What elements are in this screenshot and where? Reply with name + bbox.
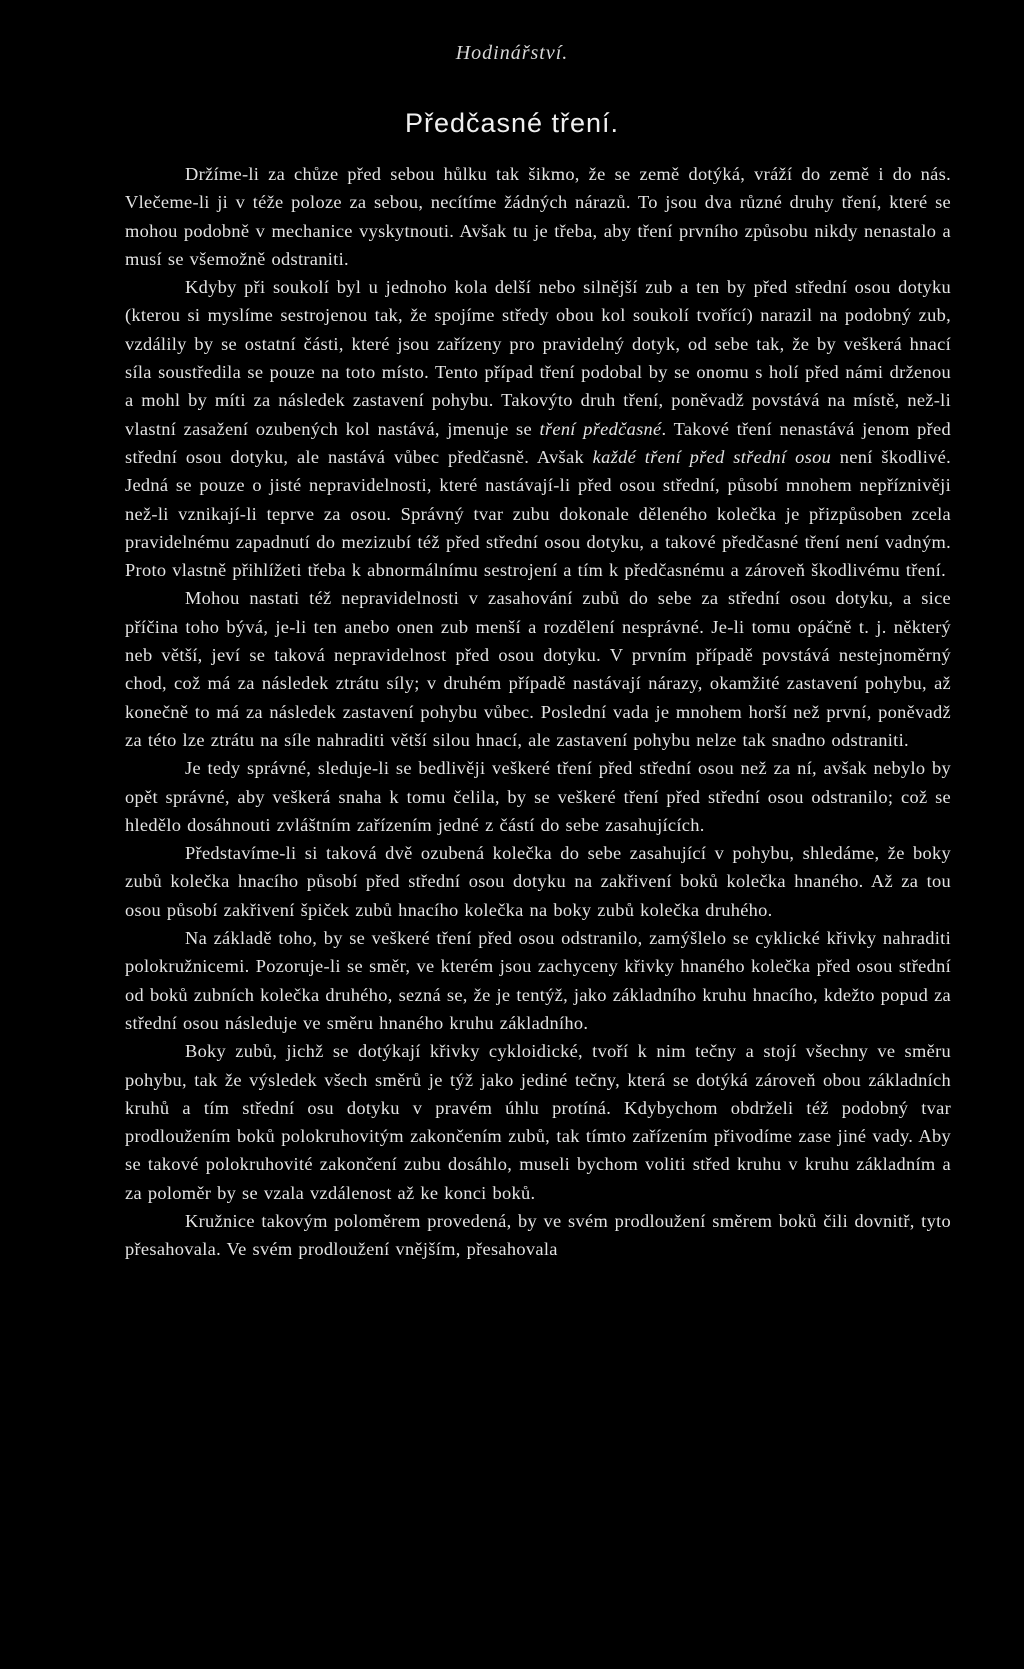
paragraph bbox=[125, 160, 951, 273]
text-run: Je tedy správné, sleduje-li se bedlivěji veškeré tření před střední osou než za ní, avšak nebylo by opět správné, aby veškerá snaha k tomu čelila, by se veškeré tření před střední osou odstranilo; což se hledělo dosáhnouti zvláštním zařízením jedné z částí do sebe zasahujících. bbox=[125, 758, 951, 835]
paragraph bbox=[125, 1207, 951, 1264]
paragraph bbox=[125, 924, 951, 1037]
text-run: Boky zubů, jichž se dotýkají křivky cykloidické, tvoří k nim tečny a stojí všechny ve směru pohybu, tak že výsledek všech směrů je týž jako jediné tečny, která se dotýká zároveň obou základních kruhů a tím střední osu dotyku v pravém úhlu protíná. Kdybychom obdrželi též podobný tvar prodloužením boků polokruhovitým zakončením zubů, tak tímto zařízením přivodíme zase jiné vady. Aby se takové polokruhovité zakončení zubu dosáhlo, museli bychom voliti střed kruhu v kruhu základním a za poloměr by se vzala vzdálenost až ke konci boků. bbox=[125, 1041, 951, 1203]
body-text bbox=[125, 160, 951, 1264]
paragraph bbox=[125, 754, 951, 839]
running-head: Hodinářství. bbox=[455, 42, 569, 64]
text-run: Mohou nastati též nepravidelnosti v zasahování zubů do sebe za střední osou dotyku, a sice příčina toho bývá, je-li ten anebo onen zub menší a rozdělení nesprávné. Je-li tomu opáčně t. j. některý neb větší, jeví se taková nepravidelnost před osou dotyku. V prvním případě povstává nestejnoměrný chod, což má za následek ztrátu síly; v druhém případě nastávají nárazy, okamžité zastavení pohybu, až konečně to má za následek zastavení pohybu vůbec. Poslední vada je mnohem horší než první, poněvadž za této lze ztrátu na síle nahraditi větší silou hnací, ale zastavení pohybu nelze tak snadno odstraniti. bbox=[125, 588, 951, 750]
text-run: není škodlivé. Jedná se pouze o jisté nepravidelnosti, které nastávají-li před osou střední, působí mnohem nepříznivěji než-li vznikají-li teprve za osou. Správný tvar zubu dokonale děleného kolečka je přizpůsoben zcela pravidelnému zapadnutí do mezizubí též před střední osou dotyku, a takové předčasné tření není vadným. Proto vlastně přihlížeti třeba k abnormálnímu sestrojení a tím k předčasnému a zároveň škodlivému tření. bbox=[125, 446, 951, 581]
paragraph bbox=[125, 1037, 951, 1207]
text-run: Na základě toho, by se veškeré tření před osou odstranilo, zamýšlelo se cyklické křivky nahraditi polokružnicemi. Pozoruje-li se směr, ve kterém jsou zachyceny křivky hnaného kolečka před osou střední od boků zubních kolečka druhého, sezná se, že je tentýž, jako základního kruhu hnacího, kdežto popud za střední osou následuje ve směru hnaného kruhu základního. bbox=[125, 928, 951, 1033]
page-title: Předčasné tření. bbox=[404, 108, 620, 138]
paragraph bbox=[125, 584, 951, 754]
text-run: Představíme-li si taková dvě ozubená kolečka do sebe zasahující v pohybu, shledáme, že boky zubů kolečka hnacího působí před střední osou dotyku na zakřivení boků kolečka hnaného. Až za tou osou působí zakřivení špiček zubů hnacího kolečka na boky zubů kolečka druhého. bbox=[125, 843, 951, 920]
text-run: . Takové tření nenastává jenom před střední osou dotyku, ale nastává vůbec předčasně. Avšak bbox=[125, 418, 951, 467]
italic-phrase: tření předčasné bbox=[539, 418, 662, 439]
text-run: Kdyby při soukolí byl u jednoho kola delší nebo silnější zub a ten by před střední osou dotyku (kterou si myslíme sestrojenou tak, že spojíme středy obou kol soukolí tvořící) narazil na podobný zub, vzdálily by se ostatní části, které jsou zařízeny pro pravidelný dotyk, od sebe tak, že by veškerá hnací síla soustředila se pouze na toto místo. Tento případ tření podobal by se onomu s holí před námi drženou a mohl by míti za následek zastavení pohybu. Takovýto druh tření, poněvadž povstává na místě, než-li vlastní zasažení ozubených kol nastává, jmenuje se bbox=[125, 277, 951, 439]
italic-phrase: každé tření před střední osou bbox=[592, 446, 832, 467]
text-run: Držíme-li za chůze před sebou hůlku tak šikmo, že se země dotýká, vráží do země i do nás. Vlečeme-li ji v téže poloze za sebou, necítíme žádných nárazů. To jsou dva různé druhy tření, které se mohou podobně v mechanice vyskytnouti. Avšak tu je třeba, aby tření prvního způsobu nikdy nenastalo a musí se všemožně odstraniti. bbox=[125, 164, 951, 269]
paragraph bbox=[125, 839, 951, 924]
text-run: Kružnice takovým poloměrem provedená, by ve svém prodloužení směrem boků čili dovnitř, tyto přesahovala. Ve svém prodloužení vnějším, přesahovala bbox=[125, 1210, 951, 1260]
paragraph bbox=[125, 273, 951, 584]
